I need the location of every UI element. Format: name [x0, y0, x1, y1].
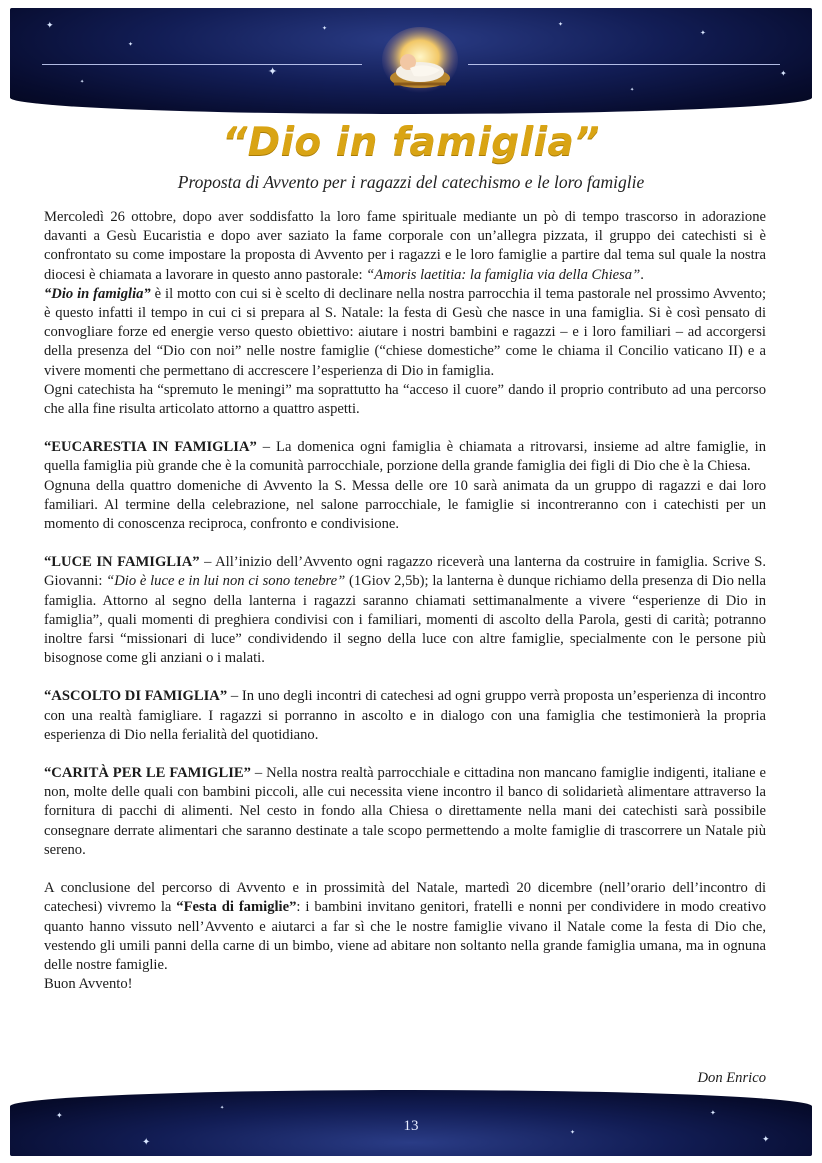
star-icon: ✦: [268, 65, 278, 78]
page-number: 13: [403, 1118, 419, 1134]
article-body: [44, 208, 766, 994]
carita-paragraph: “CARITÀ PER LE FAMIGLIE” – Nella nostra realtà parrocchiale e cittadina non mancano famiglie indigenti, italiane e non, molte delle quali con bambini piccoli, alle cui necessita viene incontro il banco di solidarietà alimentare attraverso la fornitura di pacchi di alimenti. Nel cesto in fondo alla Chiesa o direttamente nella mani dei catechisti sarà possibile consegnare derrate alimentari che saranno destinate a tale scopo permettendo a molte famiglie di trascorrere un Natale più sereno.: [44, 765, 766, 858]
baby-jesus-manger-icon: [380, 26, 460, 96]
star-icon: ✦: [80, 79, 85, 85]
star-icon: ✦: [700, 29, 706, 37]
header-rule-left: [42, 64, 362, 65]
header-rule-right: [468, 64, 780, 65]
section-heading: “EUCARESTIA IN FAMIGLIA”: [44, 439, 257, 456]
greeting: Buon Avvento!: [44, 976, 133, 993]
star-icon: ✦: [630, 87, 635, 93]
eucarestia-paragraph: “EUCARESTIA IN FAMIGLIA” – La domenica ogni famiglia è chiamata a ritrovarsi, insieme ad altre famiglie, in quella famiglia più grande che è la comunità parrocchiale, porzione della grande famiglia dei figli di Dio che è la Chiesa.: [44, 439, 766, 475]
motto-paragraph: “Dio in famiglia” è il motto con cui si è scelto di declinare nella nostra parrocchia il tema pastorale nel prossimo Avvento; è questo infatti il tempo in cui ci si prepara al S. Natale: la festa di Gesù che nasce in una famiglia. Si è così pensato di convogliare forze ed energie verso questo obiettivo: aiutare i nostri bambini e ragazzi – e i loro familiari – ad accorgersi della presenza del “Dio con noi” nelle nostre famiglie (“chiese domestiche” come le chiama il Concilio vaticano II) e a vivere momenti che permettano di accrescere l’esperienza di Dio in famiglia.: [44, 285, 767, 379]
page-subtitle: Proposta di Avvento per i ragazzi del catechismo e le loro famiglie: [177, 172, 645, 192]
conclusion-paragraph: A conclusione del percorso di Avvento e in prossimità del Natale, martedì 20 dicembre (nell’orario dell’incontro di catechesi) vivremo la “Festa di famiglie”: i bambini invitano genitori, fratelli e nonni per condividere in modo creativo quanto hanno vissuto nell’Avvento e aiutarci a far sì che le nostre famiglie vivano il Natale come la festa di Dio che, vestendo gli umili panni della carne di un bimbo, viene ad abitare non soltanto nella grande famiglia umana, ma in ognuna delle nostre famiglie.: [44, 880, 766, 973]
star-icon: ✦: [56, 1111, 63, 1120]
intro-paragraph: Mercoledì 26 ottobre, dopo aver soddisfatto la loro fame spirituale mediante un pò di tempo trascorso in adorazione davanti a Gesù Eucaristia e dopo aver saziato la fame corporale con un’allegra pizzata, il gruppo dei catechisti si è confrontato su come impostare la proposta di Avvento per i ragazzi e le loro famiglie a partire dal tema sul quale la nostra diocesi è chiamata a lavorare in questo anno pastorale: “Amoris laetitia: la famiglia via della Chiesa”.: [44, 209, 766, 283]
star-icon: ✦: [570, 1129, 576, 1136]
section-heading: “CARITÀ PER LE FAMIGLIE”: [44, 765, 251, 782]
catechists-paragraph: Ogni catechista ha “spremuto le meningi” ma soprattutto ha “acceso il cuore” dando il proprio contributo ad una percorso che alla fine risulta articolato attorno a quattro aspetti.: [44, 381, 766, 418]
star-icon: ✦: [46, 21, 54, 31]
star-icon: ✦: [128, 41, 134, 48]
star-icon: ✦: [220, 1105, 225, 1111]
page-title: “Dio in famiglia”: [222, 120, 600, 165]
star-icon: ✦: [710, 1109, 716, 1117]
section-heading: “LUCE IN FAMIGLIA”: [44, 554, 200, 571]
star-icon: ✦: [142, 1137, 151, 1148]
section-heading: “ASCOLTO DI FAMIGLIA”: [44, 688, 228, 705]
luce-paragraph: “LUCE IN FAMIGLIA” – All’inizio dell’Avvento ogni ragazzo riceverà una lanterna da costruire in famiglia. Scrive S. Giovanni: “Dio è luce e in lui non ci sono tenebre” (1Giov 2,5b); la lanterna è dunque richiamo della presenza di Dio nella famiglia. Attorno al segno della lanterna i ragazzi saranno chiamati settimanalmente a vivere “esperienze di Dio in famiglia”, quali momenti di preghiera condivisi con i familiari, momenti di ascolto della Parola, gesti di carità; potranno inoltre farsi “missionari di luce” condividendo il segno della luce con altre famiglie, specialmente con le persone più bisognose come gli anziani o i malati.: [44, 554, 766, 667]
signature: Don Enrico: [697, 1070, 766, 1086]
star-icon: ✦: [558, 21, 564, 28]
ascolto-paragraph: “ASCOLTO DI FAMIGLIA” – In uno degli incontri di catechesi ad ogni gruppo verrà proposta un’esperienza di incontro con una realtà famigliare. I ragazzi si porranno in ascolto e in dialogo con una famiglia che testimonierà la propria esperienza di Dio nella ferialità del quotidiano.: [44, 688, 767, 743]
header-banner: [10, 8, 812, 114]
eucarestia-paragraph-2: Ognuna della quattro domeniche di Avvento la S. Messa delle ore 10 sarà animata da un gruppo di ragazzi e dai loro familiari. Al termine della celebrazione, nel salone parrocchiale, le famiglie si incontreranno con i catechisti per un momento di conoscenza reciproca, confronto e condivisione.: [44, 477, 766, 533]
star-icon: ✦: [780, 69, 787, 78]
star-icon: ✦: [322, 25, 328, 32]
star-icon: ✦: [762, 1135, 770, 1145]
